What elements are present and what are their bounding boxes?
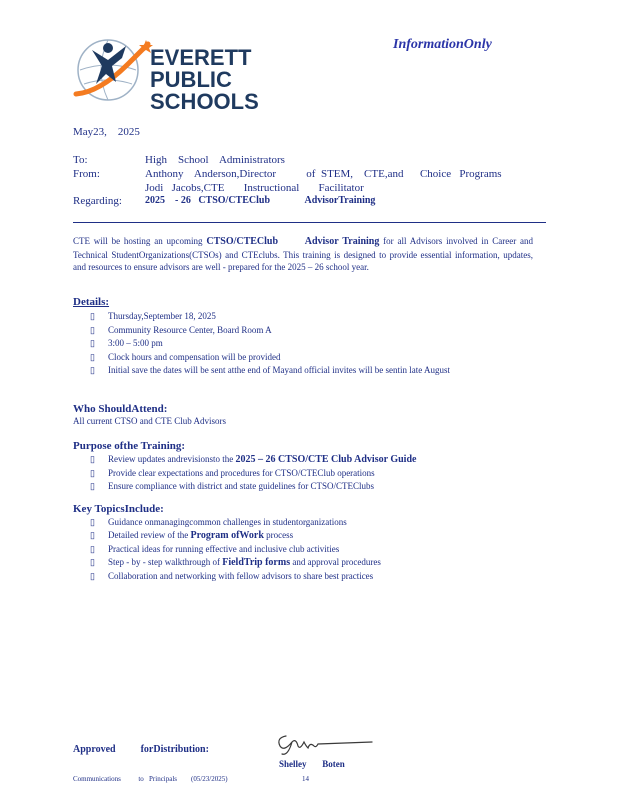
list-item-text: Provide clear expectations and procedures for CTSO/CTEClub operations (108, 468, 375, 478)
bullet-icon: ▯ (90, 365, 95, 375)
list-item (90, 324, 530, 337)
bullet-icon: ▯ (90, 311, 95, 321)
list-item (90, 337, 530, 350)
intro-paragraph (73, 235, 533, 274)
details-title (73, 296, 109, 308)
logo-mark-icon (70, 36, 260, 114)
list-item-text: Step - by - step walkthrough of (108, 557, 223, 567)
details-title-text: Details: (73, 296, 110, 308)
list-item-text: and approval procedures (290, 557, 381, 567)
signer-name: Shelley Boten (279, 759, 345, 769)
intro-highlight2: Advisor Training (304, 236, 380, 247)
list-item (90, 467, 530, 480)
list-item (90, 529, 530, 543)
topics-list (90, 516, 530, 583)
page-footer (73, 775, 309, 783)
list-item-text: Clock hours and compensation will be provided (108, 351, 281, 362)
list-item-text: Practical ideas for running effective and inclusive club activities (108, 544, 340, 554)
bullet-icon: ▯ (90, 468, 95, 478)
from-value-2: Jodi Jacobs,CTE Instructional Facilitator (145, 182, 364, 194)
signature-icon (272, 728, 380, 760)
memo-date: May23, 2025 (73, 126, 140, 138)
approved-label: Approved forDistribution: (73, 744, 209, 755)
bullet-icon: ▯ (90, 544, 95, 554)
district-logo (70, 36, 260, 114)
list-item-text: process (263, 530, 294, 540)
purpose-list (90, 453, 530, 493)
list-item (90, 556, 530, 570)
list-item (90, 516, 530, 529)
purpose-title: Purpose ofthe Training: (73, 440, 186, 452)
who-text: All current CTSO and CTE Club Advisors (73, 416, 226, 426)
list-item-text: Initial save the dates will be sent atthe end of Mayand official invites will be sentin late August (108, 365, 450, 375)
topics-title: Key TopicsInclude: (73, 503, 164, 515)
list-item (90, 453, 530, 467)
bullet-icon: ▯ (90, 517, 95, 527)
list-item-bold: 2025 – 26 CTSO/CTE Club Advisor Guide (235, 454, 417, 465)
logo-line2: PUBLIC (150, 67, 232, 92)
bullet-icon: ▯ (90, 351, 95, 362)
regarding-label: Regarding: (73, 195, 122, 207)
intro-highlight1: CTSO/CTEClub (206, 236, 279, 247)
footer-text: Communications to Principals (05/23/2025) (73, 775, 228, 783)
list-item (90, 310, 530, 323)
list-item-text: Guidance onmanagingcommon challenges in studentorganizations (108, 517, 347, 527)
list-item (90, 570, 530, 583)
logo-line1: EVERETT (150, 45, 252, 70)
bullet-icon: ▯ (90, 338, 95, 348)
list-item (90, 364, 530, 377)
information-only-label: InformationOnly (393, 37, 492, 52)
from-label: From: (73, 168, 100, 180)
intro-part1: CTE will be hosting an upcoming (73, 236, 207, 246)
bullet-icon: ▯ (90, 481, 95, 491)
list-item-text: Review updates andrevisionsto the (108, 454, 236, 464)
to-label: To: (73, 154, 88, 166)
list-item (90, 543, 530, 556)
list-item-bold: Program ofWork (190, 530, 264, 541)
list-item-text: Community Resource Center, Board Room A (108, 324, 272, 335)
list-item (90, 351, 530, 364)
from-value-1: Anthony Anderson,Director of STEM, CTE,and Choice Programs (145, 168, 502, 180)
intro-part2: for all Advisors involved in Career and Technical StudentOrganizations(CTSOs) and CTEclubs. This training is designed to provide essential information, updates, and resources to ensure advisors are well - prepared for the 2025 – 26 school year. (73, 236, 534, 272)
bullet-icon: ▯ (90, 557, 95, 567)
list-item-text: Thursday,September 18, 2025 (108, 311, 216, 321)
bullet-icon: ▯ (90, 454, 95, 464)
bullet-icon: ▯ (90, 530, 95, 540)
list-item-text: Collaboration and networking with fellow advisors to share best practices (108, 571, 374, 581)
list-item-bold: FieldTrip forms (222, 557, 291, 568)
list-item-text: Ensure compliance with district and state guidelines for CTSO/CTEClubs (108, 481, 374, 491)
header-divider (73, 222, 546, 223)
regarding-value: 2025 - 26 CTSO/CTEClub AdvisorTraining (145, 195, 376, 206)
bullet-icon: ▯ (90, 324, 95, 335)
page-number: 14 (302, 775, 309, 783)
to-value: High School Administrators (145, 154, 285, 166)
list-item (90, 480, 530, 493)
list-item-text: 3:00 – 5:00 pm (108, 338, 163, 348)
bullet-icon: ▯ (90, 571, 95, 581)
list-item-text: Detailed review of the (108, 530, 191, 540)
logo-line3: SCHOOLS (150, 89, 259, 114)
intro-spacer (278, 236, 305, 246)
details-list (90, 310, 530, 377)
who-title: Who ShouldAttend: (73, 403, 168, 415)
